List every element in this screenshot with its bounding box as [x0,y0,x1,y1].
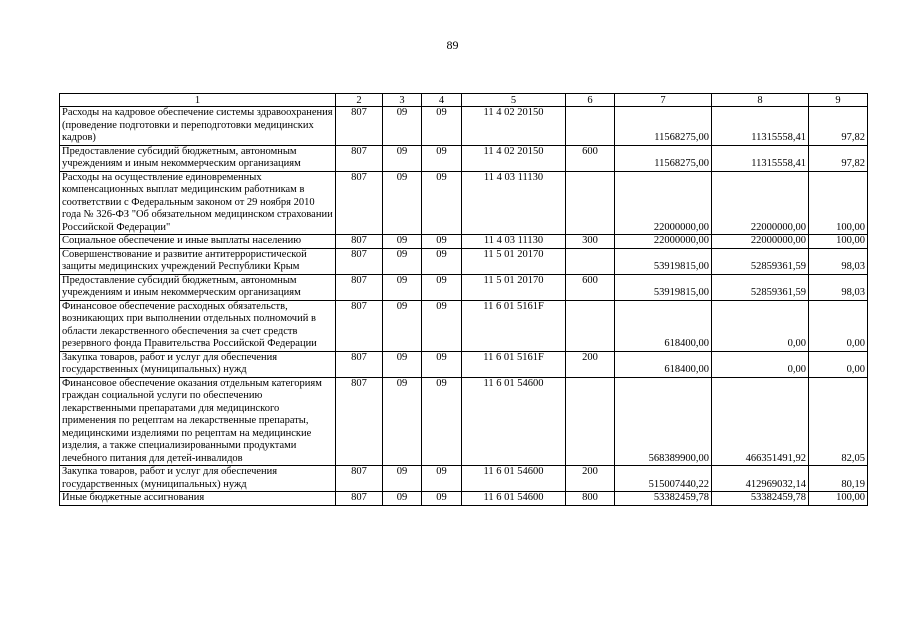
subsection-cell: 09 [422,235,462,249]
row-name-cell: Закупка товаров, работ и услуг для обеспечения государственных (муниципальных) нужд [60,351,336,377]
admin-code-cell: 807 [336,466,383,492]
column-header: 6 [566,94,615,107]
column-header: 4 [422,94,462,107]
column-header: 8 [712,94,809,107]
target-article-cell: 11 5 01 20170 [462,248,566,274]
column-header: 5 [462,94,566,107]
table-row [60,377,868,466]
actual-amount-cell: 412969032,14 [712,466,809,492]
row-name-cell: Предоставление субсидий бюджетным, автономным учреждениям и иным некоммерческим организациям [60,145,336,171]
percent-cell: 98,03 [809,274,868,300]
plan-amount-cell: 618400,00 [615,351,712,377]
row-name-cell: Предоставление субсидий бюджетным, автономным учреждениям и иным некоммерческим организациям [60,274,336,300]
target-article-cell: 11 6 01 54600 [462,377,566,466]
percent-cell: 98,03 [809,248,868,274]
section-cell: 09 [383,466,422,492]
actual-amount-cell: 466351491,92 [712,377,809,466]
column-header: 7 [615,94,712,107]
percent-cell: 100,00 [809,492,868,506]
table-row [60,466,868,492]
percent-cell: 80,19 [809,466,868,492]
section-cell: 09 [383,171,422,235]
expense-type-cell [566,248,615,274]
subsection-cell: 09 [422,377,462,466]
admin-code-cell: 807 [336,145,383,171]
plan-amount-cell: 22000000,00 [615,171,712,235]
expense-type-cell: 200 [566,466,615,492]
actual-amount-cell: 53382459,78 [712,492,809,506]
percent-cell: 0,00 [809,300,868,351]
actual-amount-cell: 11315558,41 [712,107,809,146]
percent-cell: 97,82 [809,145,868,171]
plan-amount-cell: 568389900,00 [615,377,712,466]
target-article-cell: 11 5 01 20170 [462,274,566,300]
percent-cell: 82,05 [809,377,868,466]
actual-amount-cell: 52859361,59 [712,248,809,274]
column-header: 9 [809,94,868,107]
expense-type-cell: 800 [566,492,615,506]
actual-amount-cell: 0,00 [712,351,809,377]
actual-amount-cell: 22000000,00 [712,171,809,235]
target-article-cell: 11 6 01 5161F [462,351,566,377]
actual-amount-cell: 11315558,41 [712,145,809,171]
table-row [60,274,868,300]
column-header: 1 [60,94,336,107]
section-cell: 09 [383,377,422,466]
actual-amount-cell: 0,00 [712,300,809,351]
expense-type-cell [566,377,615,466]
plan-amount-cell: 11568275,00 [615,107,712,146]
column-header: 2 [336,94,383,107]
table-row [60,235,868,249]
subsection-cell: 09 [422,300,462,351]
expense-type-cell: 600 [566,145,615,171]
plan-amount-cell: 515007440,22 [615,466,712,492]
target-article-cell: 11 4 02 20150 [462,145,566,171]
column-header: 3 [383,94,422,107]
row-name-cell: Расходы на осуществление единовременных компенсационных выплат медицинским работникам в соответствии с Федеральным законом от 29 ноября 2010 года № 326-ФЗ "Об обязательном медицинском страховании Российской Федерации" [60,171,336,235]
section-cell: 09 [383,145,422,171]
plan-amount-cell: 618400,00 [615,300,712,351]
admin-code-cell: 807 [336,300,383,351]
subsection-cell: 09 [422,466,462,492]
subsection-cell: 09 [422,274,462,300]
table-row [60,107,868,146]
expense-type-cell: 300 [566,235,615,249]
plan-amount-cell: 22000000,00 [615,235,712,249]
subsection-cell: 09 [422,145,462,171]
plan-amount-cell: 53919815,00 [615,274,712,300]
plan-amount-cell: 11568275,00 [615,145,712,171]
section-cell: 09 [383,300,422,351]
subsection-cell: 09 [422,351,462,377]
expense-type-cell: 600 [566,274,615,300]
column-number-row [60,94,868,107]
table-row [60,248,868,274]
admin-code-cell: 807 [336,377,383,466]
row-name-cell: Иные бюджетные ассигнования [60,492,336,506]
target-article-cell: 11 4 02 20150 [462,107,566,146]
section-cell: 09 [383,107,422,146]
section-cell: 09 [383,351,422,377]
expense-type-cell [566,300,615,351]
percent-cell: 0,00 [809,351,868,377]
table-row [60,145,868,171]
section-cell: 09 [383,235,422,249]
row-name-cell: Финансовое обеспечение расходных обязательств, возникающих при выполнении отдельных полномочий в области лекарственного обеспечения за счет средств резервного фонда Правительства Российской Федерации [60,300,336,351]
table-row [60,351,868,377]
target-article-cell: 11 6 01 54600 [462,492,566,506]
target-article-cell: 11 4 03 11130 [462,235,566,249]
admin-code-cell: 807 [336,235,383,249]
admin-code-cell: 807 [336,107,383,146]
subsection-cell: 09 [422,107,462,146]
page-number: 89 [446,38,459,52]
subsection-cell: 09 [422,171,462,235]
admin-code-cell: 807 [336,171,383,235]
section-cell: 09 [383,248,422,274]
budget-table [59,93,868,506]
table-row [60,300,868,351]
row-name-cell: Расходы на кадровое обеспечение системы здравоохранения (проведение подготовки и переподготовки медицинских кадров) [60,107,336,146]
section-cell: 09 [383,274,422,300]
section-cell: 09 [383,492,422,506]
target-article-cell: 11 6 01 54600 [462,466,566,492]
expense-type-cell [566,171,615,235]
table-row [60,171,868,235]
admin-code-cell: 807 [336,274,383,300]
admin-code-cell: 807 [336,492,383,506]
plan-amount-cell: 53382459,78 [615,492,712,506]
admin-code-cell: 807 [336,351,383,377]
percent-cell: 97,82 [809,107,868,146]
table-row [60,492,868,506]
plan-amount-cell: 53919815,00 [615,248,712,274]
percent-cell: 100,00 [809,171,868,235]
subsection-cell: 09 [422,248,462,274]
row-name-cell: Финансовое обеспечение оказания отдельным категориям граждан социальной услуги по обеспечению лекарственными препаратами для медицинского применения по рецептам на лекарственные препараты, медицинскими изделиями по рецептам на медицинские изделия, а также специализированными продуктами лечебного питания для детей-инвалидов [60,377,336,466]
actual-amount-cell: 52859361,59 [712,274,809,300]
percent-cell: 100,00 [809,235,868,249]
row-name-cell: Социальное обеспечение и иные выплаты населению [60,235,336,249]
expense-type-cell: 200 [566,351,615,377]
actual-amount-cell: 22000000,00 [712,235,809,249]
expense-type-cell [566,107,615,146]
admin-code-cell: 807 [336,248,383,274]
target-article-cell: 11 4 03 11130 [462,171,566,235]
subsection-cell: 09 [422,492,462,506]
target-article-cell: 11 6 01 5161F [462,300,566,351]
row-name-cell: Совершенствование и развитие антитеррористической защиты медицинских учреждений Республики Крым [60,248,336,274]
row-name-cell: Закупка товаров, работ и услуг для обеспечения государственных (муниципальных) нужд [60,466,336,492]
